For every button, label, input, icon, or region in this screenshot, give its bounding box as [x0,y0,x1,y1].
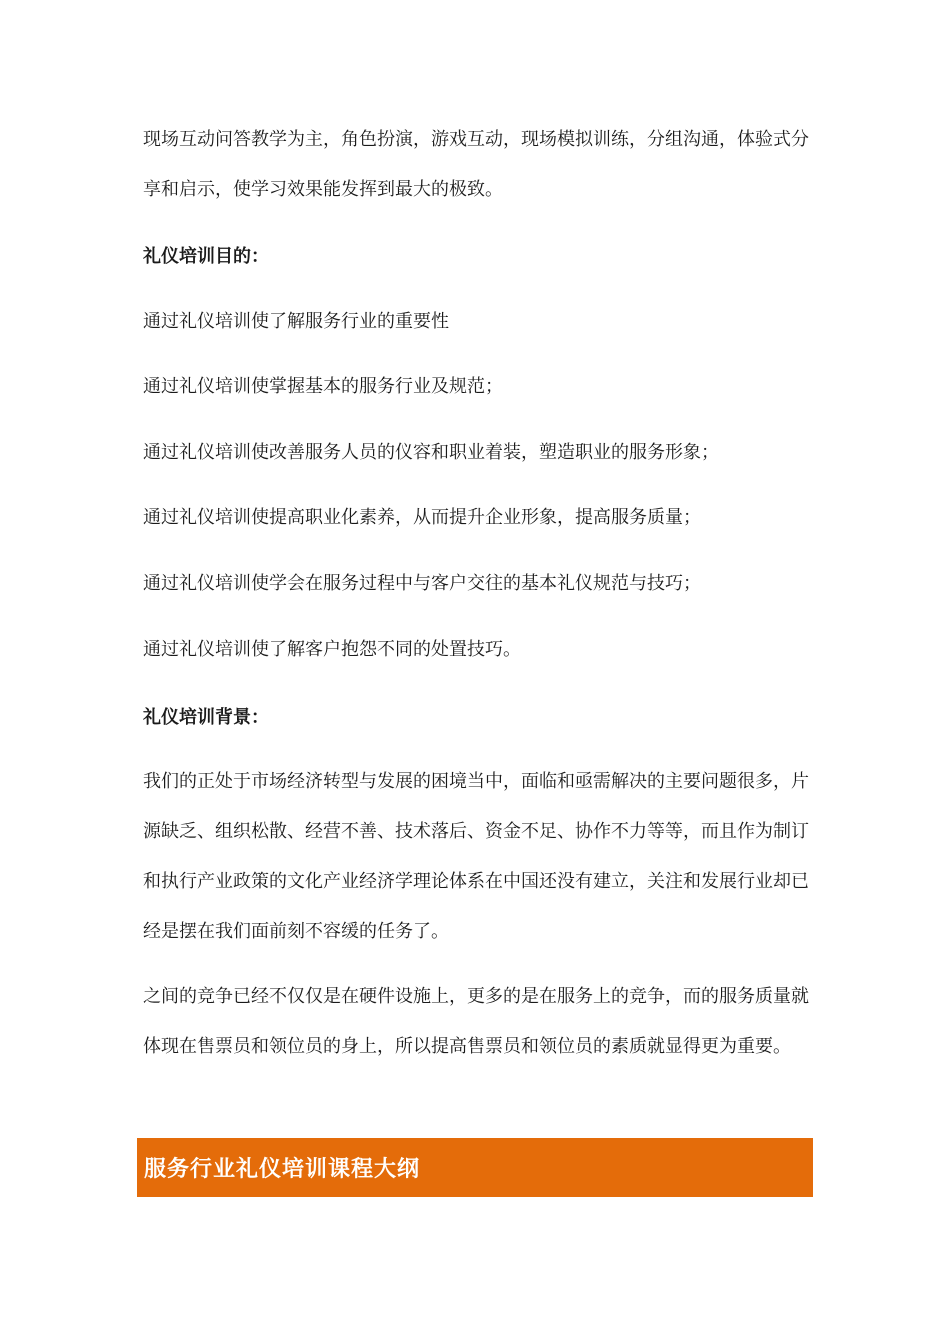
purpose-item: 通过礼仪培训使学会在服务过程中与客户交往的基本礼仪规范与技巧； [143,573,701,594]
background-heading: 礼仪培训背景： [143,707,269,728]
purpose-item: 通过礼仪培训使了解服务行业的重要性 [143,311,449,332]
purpose-heading: 礼仪培训目的： [143,246,269,267]
intro-paragraph: 现场互动问答教学为主，角色扮演，游戏互动，现场模拟训练，分组沟通，体验式分享和启示，使学习效果能发挥到最大的极致。 [143,129,809,200]
background-paragraph: 之间的竞争已经不仅仅是在硬件设施上，更多的是在服务上的竞争，而的服务质量就体现在售票员和领位员的身上，所以提高售票员和领位员的素质就显得更为重要。 [143,986,809,1057]
purpose-item: 通过礼仪培训使改善服务人员的仪容和职业着装，塑造职业的服务形象； [143,442,719,463]
section-banner-title: 服务行业礼仪培训课程大纲 [144,1157,421,1182]
background-paragraph: 我们的正处于市场经济转型与发展的困境当中，面临和亟需解决的主要问题很多，片源缺乏、组织松散、经营不善、技术落后、资金不足、协作不力等等，而且作为制订和执行产业政策的文化产业经济学理论体系在中国还没有建立，关注和发展行业却已经是摆在我们面前刻不容缓的任务了。 [143,771,809,942]
purpose-item: 通过礼仪培训使提高职业化素养，从而提升企业形象，提高服务质量； [143,507,701,528]
purpose-item: 通过礼仪培训使掌握基本的服务行业及规范； [143,376,503,397]
section-banner [137,1138,813,1197]
purpose-item: 通过礼仪培训使了解客户抱怨不同的处置技巧。 [143,639,521,660]
